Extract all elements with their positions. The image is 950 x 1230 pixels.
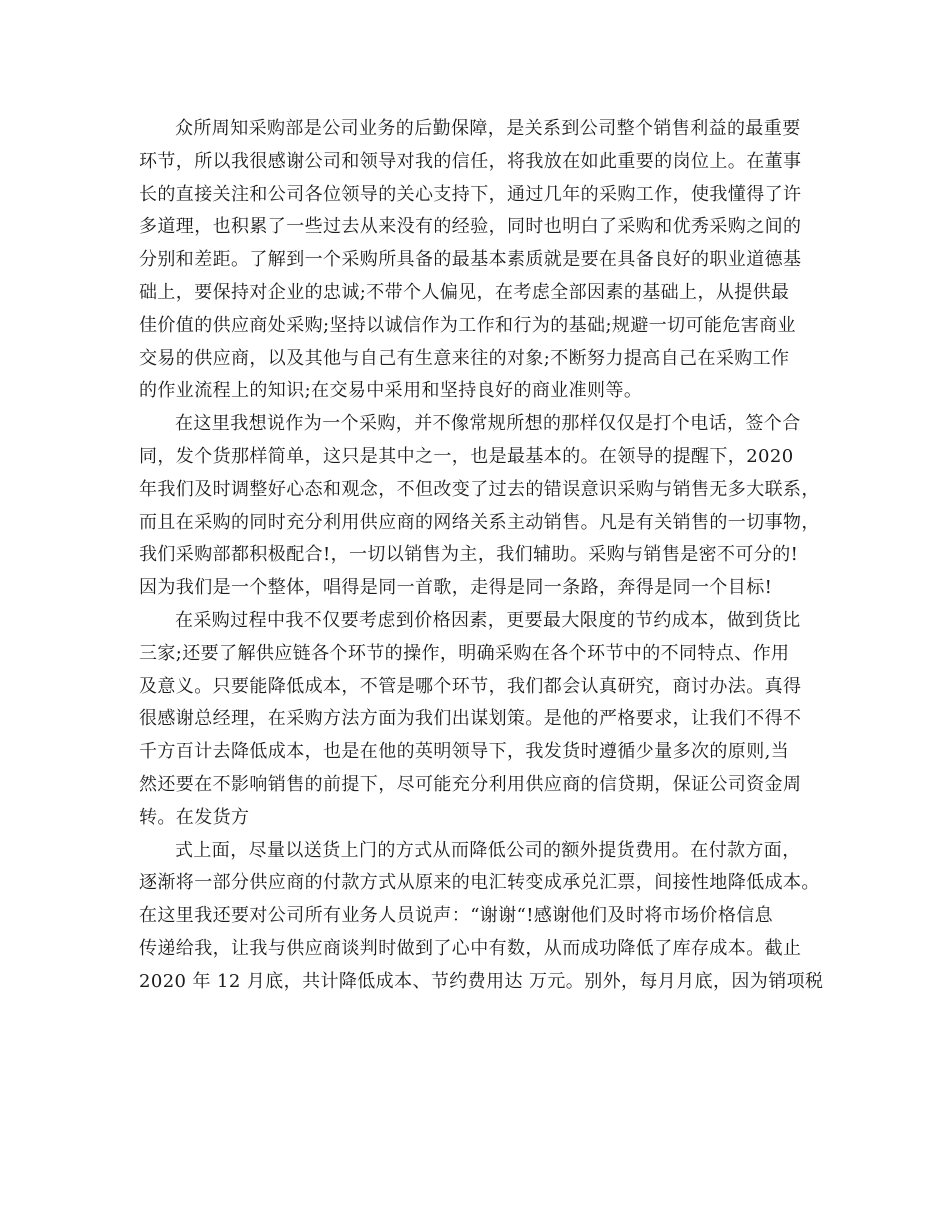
- text-line: 环节，所以我很感谢公司和领导对我的信任，将我放在如此重要的岗位上。在董事: [139, 150, 802, 172]
- text-line: 础上，要保持对企业的忠诚;不带个人偏见，在考虑全部因素的基础上，从提供最: [139, 281, 790, 303]
- text-line: 多道理，也积累了一些过去从来没有的经验，同时也明白了采购和优秀采购之间的: [139, 216, 802, 238]
- text-line: 在这里我想说作为一个采购，并不像常规所想的那样仅仅是打个电话，签个合: [175, 413, 801, 435]
- text-line: 式上面，尽量以送货上门的方式从而降低公司的额外提货费用。在付款方面，: [175, 839, 801, 861]
- document-body: [139, 113, 829, 999]
- text-line: 及意义。只要能降低成本，不管是哪个环节，我们都会认真研究，商讨办法。真得: [139, 675, 802, 697]
- text-line: 然还要在不影响销售的前提下，尽可能充分利用供应商的信贷期，保证公司资金周: [139, 773, 802, 795]
- text-line: 的作业流程上的知识;在交易中采用和坚持良好的商业准则等。: [139, 380, 643, 402]
- text-line: 分别和差距。了解到一个采购所具备的最基本素质就是要在具备良好的职业道德基: [139, 249, 802, 271]
- text-line: 而且在采购的同时充分利用供应商的网络关系主动销售。凡是有关销售的一切事物，: [139, 511, 820, 533]
- text-line: 传递给我，让我与供应商谈判时做到了心中有数，从而成功降低了库存成本。截止: [139, 937, 802, 959]
- text-line: 在采购过程中我不仅要考虑到价格因素，更要最大限度的节约成本，做到货比: [175, 609, 801, 631]
- text-line: 年我们及时调整好心态和观念，不但改变了过去的错误意识采购与销售无多大联系，: [139, 478, 820, 500]
- text-line: 同，发个货那样简单，这只是其中之一，也是最基本的。在领导的提醒下，2020: [139, 445, 794, 467]
- text-line: 千方百计去降低成本，也是在他的英明领导下，我发货时遵循少量多次的原则,当: [139, 741, 790, 763]
- text-line: 长的直接关注和公司各位领导的关心支持下，通过几年的采购工作，使我懂得了许: [139, 183, 802, 205]
- text-line: 佳价值的供应商处采购;坚持以诚信作为工作和行为的基础;规避一切可能危害商业: [139, 314, 796, 336]
- text-line: 逐渐将一部分供应商的付款方式从原来的电汇转变成承兑汇票，间接性地降低成本。: [139, 872, 820, 894]
- text-line: 交易的供应商，以及其他与自己有生意来往的对象;不断努力提高自己在采购工作: [139, 347, 790, 369]
- text-line: 我们采购部都积极配合!，一切以销售为主，我们辅助。采购与销售是密不可分的!: [139, 544, 799, 566]
- text-line: 在这里我还要对公司所有业务人员说声：“谢谢“!感谢他们及时将市场价格信息: [139, 905, 774, 927]
- text-line: 转。在发货方: [139, 806, 250, 828]
- text-line: 众所周知采购部是公司业务的后勤保障，是关系到公司整个销售利益的最重要: [175, 118, 801, 139]
- text-line: 因为我们是一个整体，唱得是同一首歌，走得是同一条路，奔得是同一个目标!: [139, 577, 773, 599]
- text-line: 2020 年 12 月底，共计降低成本、节约费用达 万元。别外，每月月底，因为销项税: [139, 970, 824, 992]
- text-line: 很感谢总经理，在采购方法方面为我们出谋划策。是他的严格要求，让我们不得不: [139, 708, 802, 730]
- text-line: 三家;还要了解供应链各个环节的操作，明确采购在各个环节中的不同特点、作用: [139, 642, 790, 664]
